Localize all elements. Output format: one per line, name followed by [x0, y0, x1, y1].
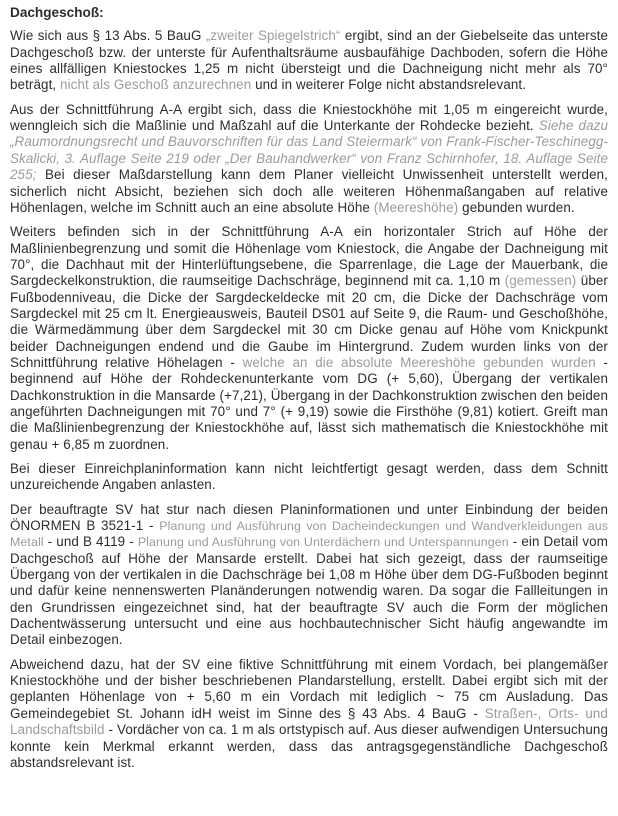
text-run: - ein Detail vom Dachgeschoß auf Höhe der Mansarde erstellt. Dabei hat sich gezeigt, dass der raumseitige Übergang von der vertikalen in die Dachschräge bei 1,08 m Höhe über dem DG-Fußboden beginnt und dafür keine nennenswerten Planänderungen notwendig waren. Da sogar die Fallleitungen in den Grundrissen eingezeichnet sind, hat der beauftragte SV auch die Form der möglichen Dachentwässerung untersucht und eine aus hochbautechnischer Sicht häufig angewandte im Detail einbezogen.	[10, 534, 608, 648]
paragraph-4	[10, 461, 608, 494]
text-run: Weiters befinden sich in der Schnittführung A-A ein horizontaler Strich auf Höhe der Maßlinienbegrenzung und somit die Höhenlage vom Kniestock, die Angabe der Dachneigung mit 70°, die Dachhaut mit der Hinterlüftungsebene, die Sparrenlage, die Lage der Mauerbank, die Sargdeckelkonstruktion, die raumseitige Dachschräge, beginnend mit ca. 1,10 m	[10, 224, 608, 289]
text-run: Wie sich aus § 13 Abs. 5 BauG	[10, 28, 206, 44]
paragraph-3	[10, 224, 608, 453]
text-run: und in weiterer Folge nicht abstandsrelevant.	[251, 77, 527, 93]
paragraph-1	[10, 28, 608, 93]
text-run: nicht als Geschoß anzurechnen	[60, 77, 252, 93]
text-run: gebunden wurden.	[458, 199, 575, 215]
text-run: „zweiter Spiegelstrich“	[205, 28, 341, 44]
document-heading: Dachgeschoß:	[10, 5, 104, 20]
text-run: Abweichend dazu, hat der SV eine fiktive Schnittführung mit einem Vordach, bei plangemäßer Kniestockhöhe und der bisher beschriebenen Plandarstellung, erstellt. Dabei ergibt sich mit der geplanten Höhenlage von + 5,60 m ein Vordach mit lediglich ~ 75 cm Ausladung. Das Gemeindegebiet St. Johann idH weist im Sinne des § 43 Abs. 4 BauG -	[10, 656, 608, 721]
text-run: (gemessen)	[504, 273, 577, 289]
text-run: Bei dieser Einreichplaninformation kann nicht leichtfertigt gesagt werden, dass dem Schnitt unzureichende Angaben anlasten.	[10, 461, 608, 493]
text-run: Der beauftragte SV hat stur nach diesen Planinformationen und unter Einbindung der beiden ÖNORMEN B 3521-1 -	[10, 501, 608, 534]
text-run: - Vordächer von ca. 1 m als ortstypisch auf. Aus dieser aufwendigen Untersuchung konnte kein Merkmal erkannt werden, dass das antragsgegenständliche Dachgeschoß abstandsrelevant ist.	[10, 722, 608, 770]
text-run: Planung und Ausführung von Dacheindeckungen und Wandverkleidungen aus Metall	[10, 519, 608, 550]
text-run: über Fußbodenniveau, die Dicke der Sargdeckeldecke mit 20 cm, die Dicke der Dachschräge vom Sargdeckel mit 25 cm lt. Energieausweis, Bauteil DS01 auf Seite 9, die Raum- und Geschoßhöhe, die Wärmedämmung über dem Sargdeckel mit 30 cm Dicke genau auf Höhe vom Knickpunkt beider Dachneigungen endend und die Gaube im Hintergrund. Zudem wurden links von der Schnittführung relative Höhelagen -	[10, 273, 608, 370]
document-body	[10, 28, 608, 771]
text-run: - und B 4119 -	[43, 534, 138, 550]
text-run: - beginnend auf Höhe der Rohdeckenunterkante vom DG (+ 5,60), Übergang der vertikalen Dachkonstruktion in die Mansarde (+7,21), Übergang in der Dachkonstruktion zwischen den beiden angeführten Dachneigungen mit 70° und 7° (+ 9,19) sowie die Firsthöhe (9,81) kotiert. Greift man die Maßlinienbegrenzung der Kniestockhöhe auf, lässt sich mathematisch die Kniestockhöhe mit genau + 6,85 m zuordnen.	[10, 354, 608, 452]
text-run: Straßen-, Orts- und Landschaftsbild	[10, 705, 608, 738]
text-run: Bei dieser Maßdarstellung kann dem Planer vielleicht Unwissenheit unterstellt werden, sicherlich nicht Absicht, beziehen sich doch alle weiteren Höhenmaßangaben auf relative Höhenlagen, welche im Schnitt auch an eine absolute Höhe	[10, 167, 608, 215]
text-run: Siehe dazu „Raumordnungsrecht und Bauvorschriften für das Land Steiermark“ von Frank-Fischer-Teschinegg-Skalicki, 3. Auflage Seite 219 oder „Der Bauhandwerker“ von Franz Schirnhofer, 18. Auflage Seite 255;	[10, 118, 608, 183]
text-run: Aus der Schnittführung A-A ergibt sich, dass die Kniestockhöhe mit 1,05 m eingereicht wurde, wenngleich sich die Maßlinie und Maßzahl auf die Unterkante der Rohdecke bezieht.	[10, 101, 608, 134]
text-run: welche an die absolute Meereshöhe gebunden wurden	[242, 354, 596, 370]
paragraph-2	[10, 102, 608, 216]
text-run: ergibt, sind an der Giebelseite das unterste Dachgeschoß bzw. der unterste für Aufenthaltsräume ausbaufähige Dachboden, sofern die Höhe eines allfälligen Kniestockes 1,25 m nicht übersteigt und die Dachneigung nicht mehr als 70° beträgt,	[10, 28, 608, 93]
paragraph-5	[10, 502, 608, 649]
text-run: Planung und Ausführung von Unterdächern und Unterspannungen	[137, 535, 509, 550]
paragraph-6	[10, 657, 608, 771]
text-run: (Meereshöhe)	[373, 199, 459, 215]
